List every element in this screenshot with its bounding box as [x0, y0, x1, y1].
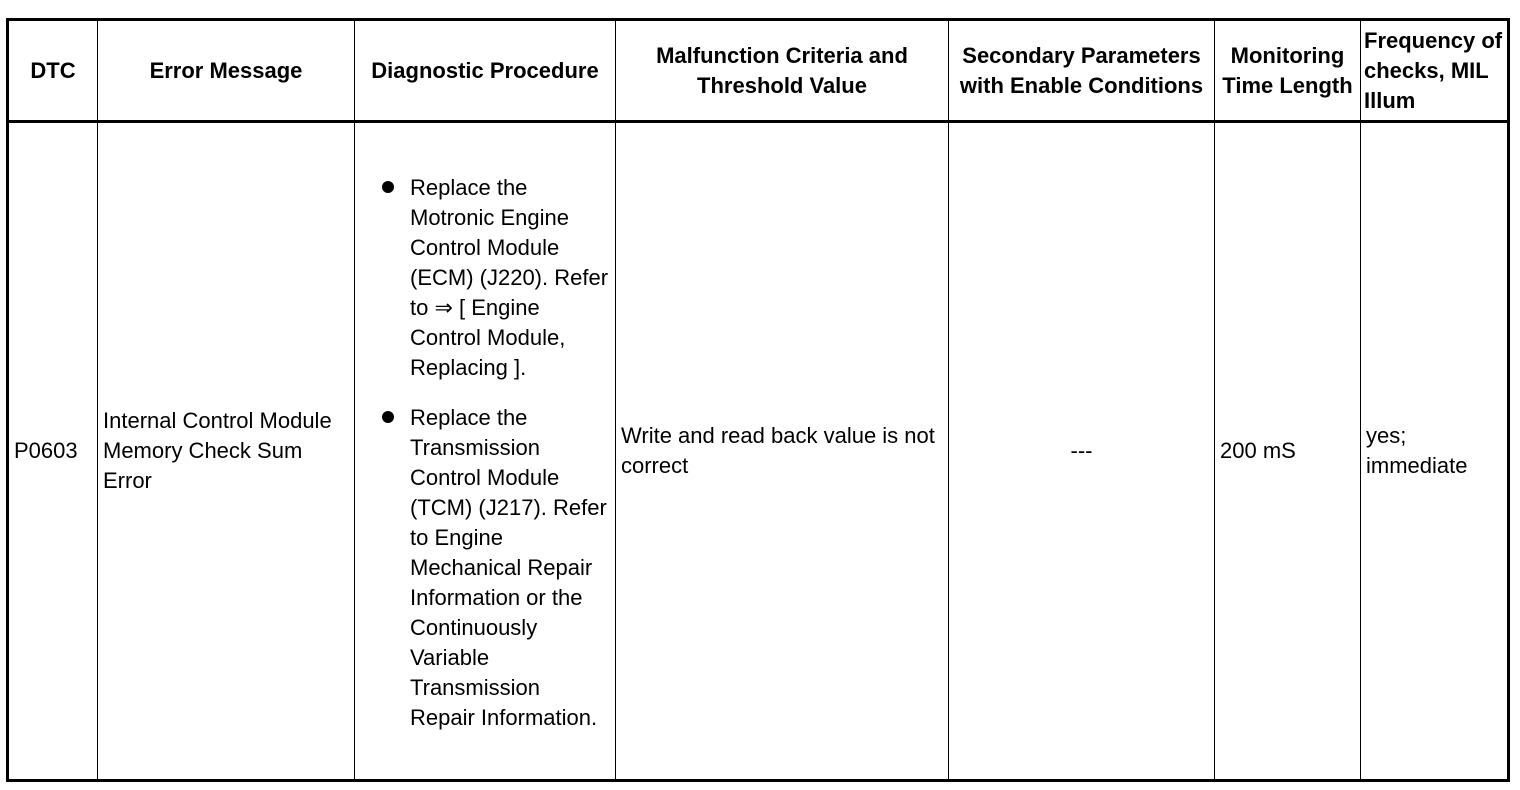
- cell-malfunction-criteria: Write and read back value is not correct: [616, 122, 949, 781]
- header-malfunction-criteria: Malfunction Criteria and Threshold Value: [616, 20, 949, 122]
- cell-monitoring-time: 200 mS: [1215, 122, 1361, 781]
- table-row: [8, 122, 1509, 781]
- header-monitoring-time: Monitoring Time Length: [1215, 20, 1361, 122]
- cell-frequency: yes; immediate: [1361, 122, 1509, 781]
- procedure-step: [360, 173, 610, 383]
- procedure-step-text: Replace the Motronic Engine Control Module (ECM) (J220). Refer to ⇒ [ Engine Control Module, Replacing ].: [410, 175, 609, 380]
- header-dtc: DTC: [8, 20, 98, 122]
- dtc-table: [6, 18, 1510, 782]
- header-frequency: Frequency of checks, MIL Illum: [1361, 20, 1509, 122]
- bullet-icon: [382, 181, 394, 193]
- table-body: [8, 122, 1509, 781]
- bullet-icon: [382, 411, 394, 423]
- cell-error-message: Internal Control Module Memory Check Sum Error: [98, 122, 355, 781]
- header-row: [8, 20, 1509, 122]
- procedure-step-text: Replace the Transmission Control Module (TCM) (J217). Refer to Engine Mechanical Repair Information or the Continuously Variable Transmission Repair Information.: [410, 405, 607, 730]
- table-header: [8, 20, 1509, 122]
- header-error-message: Error Message: [98, 20, 355, 122]
- procedure-step: [360, 403, 610, 733]
- cell-secondary-parameters: ---: [949, 122, 1215, 781]
- header-secondary-parameters: Secondary Parameters with Enable Conditions: [949, 20, 1215, 122]
- procedure-list: [360, 173, 610, 733]
- cell-diagnostic-procedure: [355, 122, 616, 781]
- cell-dtc-code: P0603: [8, 122, 98, 781]
- header-diagnostic-procedure: Diagnostic Procedure: [355, 20, 616, 122]
